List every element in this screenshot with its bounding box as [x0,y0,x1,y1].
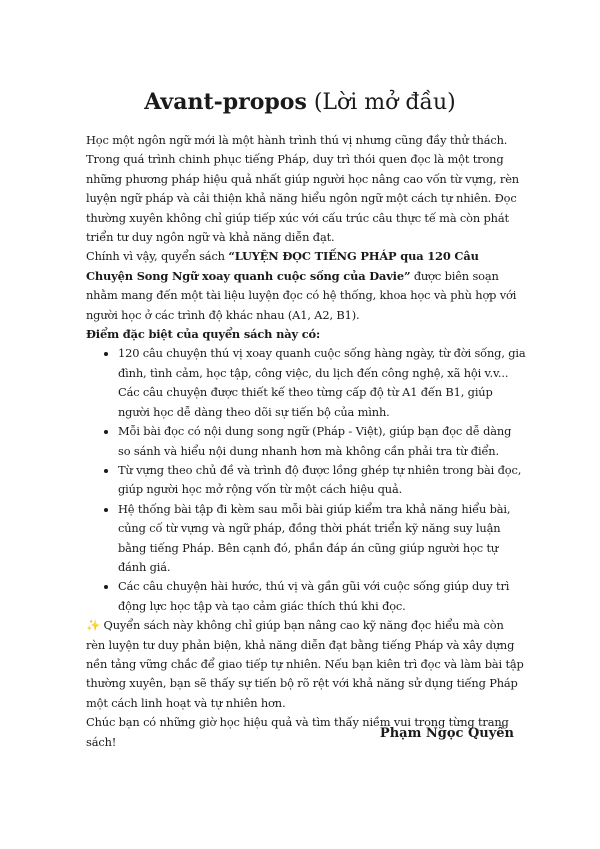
features-heading: Điểm đặc biệt của quyển sách này có: [86,327,321,342]
title-main: Avant-propos [144,89,307,115]
features-list [86,344,526,616]
feature-item: • Các câu chuyện hài hước, thú vị và gần gũi với cuộc sống giúp duy trì động lực học tập và tạo cảm giác thích thú khi đọc. [118,577,526,616]
feature-item: • 120 câu chuyện thú vị xoay quanh cuộc sống hàng ngày, từ đời sống, gia đình, tình cảm, học tập, công việc, du lịch đến công nghệ, xã hội v.v... Các câu chuyện được thiết kế theo từng cấp độ từ A1 đến B1, giúp người học dễ dàng theo dõi sự tiến bộ của mình. [118,344,526,422]
book-title: “LUYỆN ĐỌC TIẾNG PHÁP qua 120 Câu Chuyện Song Ngữ xoay quanh cuộc sống của Davie” [86,249,479,283]
intro-paragraph: Học một ngôn ngữ mới là một hành trình thú vị nhưng cũng đầy thử thách. Trong quá trình chinh phục tiếng Pháp, duy trì thói quen đọc là một trong những phương pháp hiệu quả nhất giúp người học nâng cao vốn từ vựng, rèn luyện ngữ pháp và cải thiện khả năng hiểu ngôn ngữ một cách tự nhiên. Đọc thường xuyên không chỉ giúp tiếp xúc với cấu trúc câu thực tế mà còn phát triển tư duy ngôn ngữ và khả năng diễn đạt. [86,133,519,245]
closing-paragraph [86,616,526,713]
book-para-before: Chính vì vậy, quyển sách [86,249,229,264]
feature-item: • Hệ thống bài tập đi kèm sau mỗi bài giúp kiểm tra khả năng hiểu bài, củng cố từ vựng và ngữ pháp, đồng thời phát triển kỹ năng suy luận bằng tiếng Pháp. Bên cạnh đó, phần đáp án cũng giúp người học tự đánh giá. [118,500,526,578]
book-paragraph [86,247,526,325]
page-title [0,86,600,119]
feature-item: • Từ vựng theo chủ đề và trình độ được lồng ghép tự nhiên trong bài đọc, giúp người học mở rộng vốn từ một cách hiệu quả. [118,461,526,500]
author-signature: Phạm Ngọc Quyền [379,726,514,741]
title-subtitle: (Lời mở đầu) [313,90,456,115]
preface-body [86,131,526,752]
sparkles-icon: ✨ [86,618,101,633]
wish-paragraph: Chúc bạn có những giờ học hiệu quả và tìm thấy niềm vui trong từng trang sách! [86,715,509,749]
closing-text: Quyển sách này không chỉ giúp bạn nâng cao kỹ năng đọc hiểu mà còn rèn luyện tư duy phản biện, khả năng diễn đạt bằng tiếng Pháp và xây dựng nền tảng vững chắc để giao tiếp tự nhiên. Nếu bạn kiên trì đọc và làm bài tập thường xuyên, bạn sẽ thấy sự tiến bộ rõ rệt với khả năng sử dụng tiếng Pháp một cách linh hoạt và tự nhiên hơn. [86,618,524,710]
book-para-after: được biên soạn nhằm mang đến một tài liệu luyện đọc có hệ thống, khoa học và phù hợp với người học ở các trình độ khác nhau (A1, A2, B1). [86,268,517,322]
feature-item: • Mỗi bài đọc có nội dung song ngữ (Pháp - Việt), giúp bạn đọc dễ dàng so sánh và hiểu nội dung nhanh hơn mà không cần phải tra từ điển. [118,422,526,461]
